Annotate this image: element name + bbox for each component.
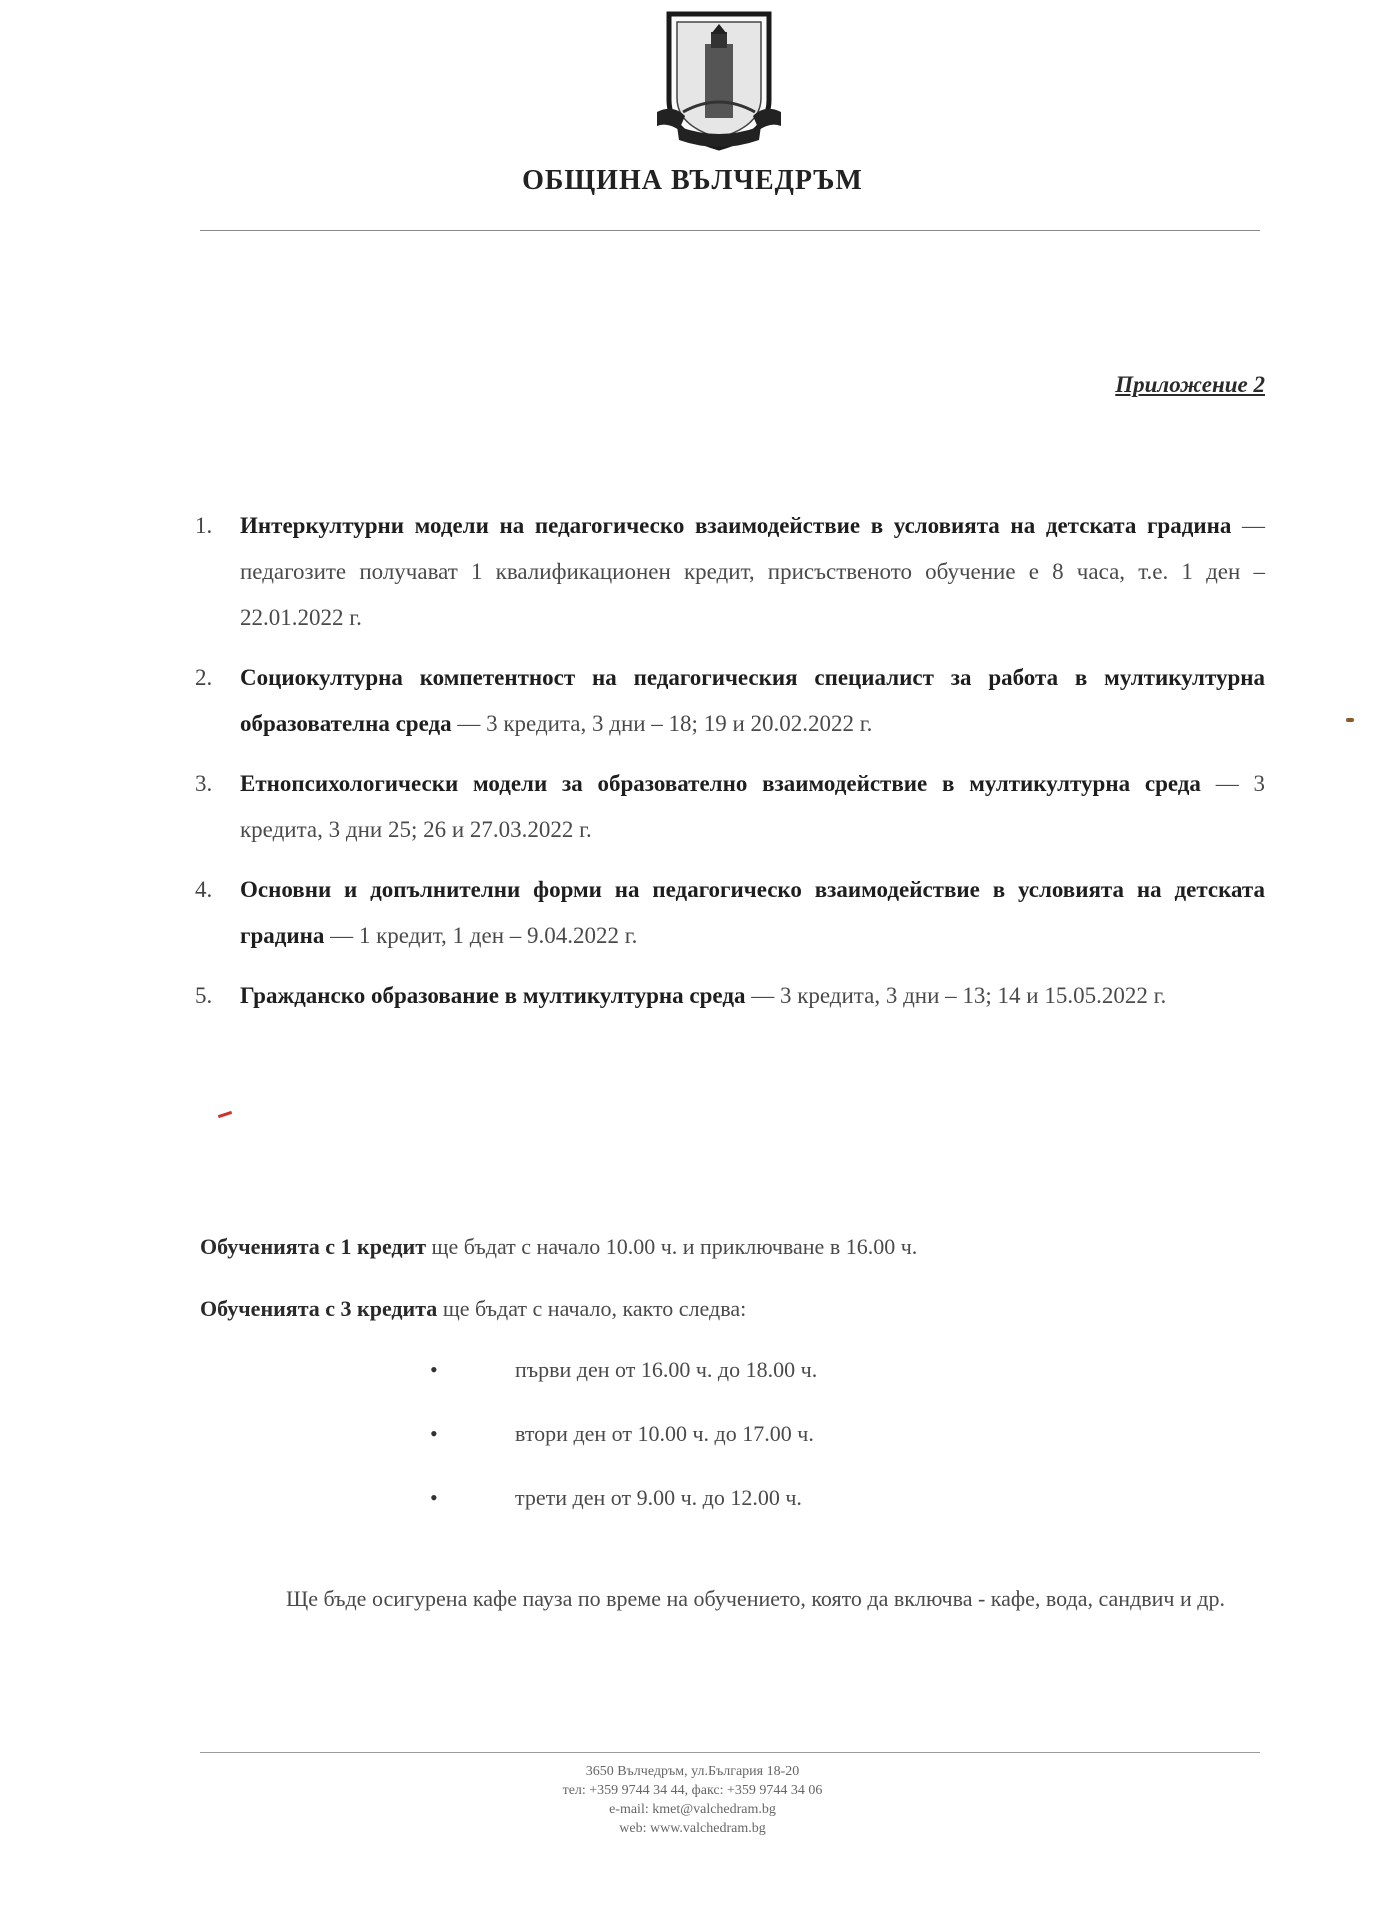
annex-label: Приложение 2: [1115, 372, 1265, 397]
one-credit-schedule: [200, 1234, 917, 1260]
bullet-icon: •: [430, 1485, 438, 1510]
three-credit-schedule: [200, 1296, 746, 1322]
day-schedule-item: • втори ден от 10.00 ч. до 17.00 ч.: [470, 1414, 817, 1478]
bullet-icon: •: [430, 1421, 438, 1446]
scan-speck: [1346, 718, 1354, 722]
municipality-title: ОБЩИНА ВЪЛЧЕДРЪМ: [522, 165, 863, 196]
footer-divider: [200, 1752, 1260, 1753]
item-number: 2.: [195, 665, 213, 690]
training-item: [195, 503, 1265, 641]
municipal-coat-of-arms-icon: [655, 8, 783, 156]
training-item: [195, 867, 1265, 959]
training-item: [195, 973, 1265, 1019]
training-title: Гражданско образование в мултикултурна среда: [240, 983, 752, 1008]
training-title: Интеркултурни модели на педагогическо взаимодействие в условията на детската градина: [240, 513, 1242, 538]
training-details: — 3 кредита, 3 дни – 13; 14 и 15.05.2022 г.: [751, 983, 1167, 1008]
training-title: Етнопсихологически модели за образователно взаимодействие в мултикултурна среда: [240, 771, 1216, 796]
footer-phone: тел: +359 9744 34 44, факс: +359 9744 34 06: [562, 1783, 823, 1798]
footer-contacts: [0, 1762, 1385, 1838]
footer-web: web: www.valchedram.bg: [619, 1821, 766, 1836]
training-item: [195, 761, 1266, 853]
header-divider: [200, 230, 1260, 231]
item-number: 4.: [195, 877, 213, 902]
footer-email: e-mail: kmet@valchedram.bg: [609, 1802, 776, 1817]
day-schedule-item: • първи ден от 16.00 ч. до 18.00 ч.: [470, 1350, 817, 1414]
training-details: — 1 кредит, 1 ден – 9.04.2022 г.: [330, 923, 638, 948]
training-item: [195, 655, 1265, 747]
training-title: Основни и допълнителни форми на педагогическо взаимодействие в условията на детската градина: [240, 877, 1265, 948]
red-pen-mark: [218, 1111, 232, 1118]
item-number: 1.: [195, 513, 213, 538]
coffee-break-note: Ще бъде осигурена кафе пауза по време на обучението, която да включва - кафе, вода, сандвич и др.: [286, 1586, 1225, 1611]
item-number: 3.: [195, 771, 213, 796]
day-schedule-item: • трети ден от 9.00 ч. до 12.00 ч.: [470, 1478, 817, 1542]
day-schedule-list: [430, 1350, 818, 1542]
three-credit-label: Обученията с 3 кредита: [200, 1296, 438, 1321]
training-details: — педагозите получават 1 квалификационен кредит, присъственото обучение е 8 часа, т.е. 1 ден – 22.01.2022 г.: [240, 513, 1265, 630]
one-credit-text: ще бъдат с начало 10.00 ч. и приключване в 16.00 ч.: [426, 1234, 918, 1259]
one-credit-label: Обученията с 1 кредит: [200, 1234, 427, 1259]
item-number: 5.: [195, 983, 213, 1008]
bullet-icon: •: [430, 1357, 438, 1382]
training-title: Социокултурна компетентност на педагогическия специалист за работа в мултикултурна образователна среда: [240, 665, 1265, 736]
training-details: — 3 кредита, 3 дни – 18; 19 и 20.02.2022 г.: [457, 711, 873, 736]
three-credit-text: ще бъдат с начало, както следва:: [437, 1296, 747, 1321]
footer-address: 3650 Вълчедръм, ул.България 18-20: [585, 1764, 800, 1779]
training-details: — 3 кредита, 3 дни 25; 26 и 27.03.2022 г.: [240, 771, 1266, 842]
training-list: [195, 503, 1266, 1033]
